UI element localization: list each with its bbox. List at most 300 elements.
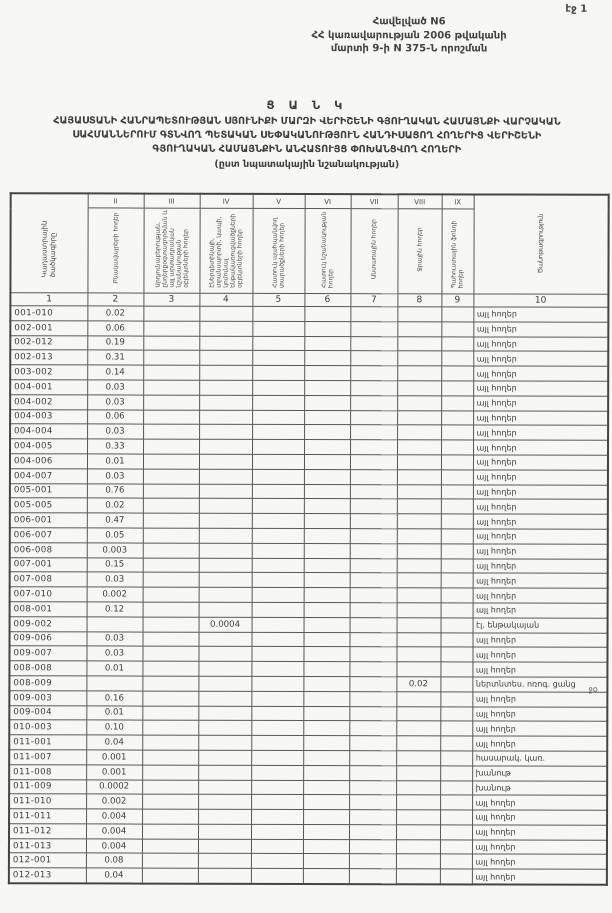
area-value-cell-col9 [440, 869, 472, 884]
area-value-cell-col8 [397, 307, 441, 322]
area-value-cell-col5 [252, 410, 304, 425]
area-value-cell-col4 [198, 795, 251, 810]
header-note-label: Ծանոթագրություն [536, 213, 545, 274]
area-value-cell-col5 [251, 676, 303, 691]
table-row [10, 439, 608, 455]
table-row [9, 661, 607, 677]
cadastral-code-cell: 009-004 [9, 705, 86, 720]
note-cell: այլ հողեր [472, 795, 607, 810]
area-value-cell-col6 [304, 543, 350, 558]
area-value-cell-col8 [397, 603, 441, 618]
area-value-cell-col3 [143, 336, 199, 351]
area-value-cell-col7 [350, 351, 397, 366]
note-cell: այլ հողեր [473, 307, 608, 322]
area-value-cell-col6 [304, 395, 350, 410]
area-value-cell-col8 [396, 765, 440, 780]
cadastral-code-cell: 011-009 [9, 779, 86, 794]
area-value-cell-col3 [143, 602, 199, 617]
area-value-cell-col6 [304, 440, 350, 455]
area-value-cell-col6 [303, 736, 349, 751]
area-value-cell-col9 [440, 751, 472, 766]
area-value-cell-col8 [397, 573, 441, 588]
area-value-cell-col9 [441, 307, 473, 322]
area-value-cell-col4 [198, 780, 251, 795]
table-row [10, 557, 608, 573]
area-value-cell-col4 [199, 499, 252, 514]
cadastral-code-cell: 004-001 [10, 380, 87, 395]
area-value-cell-col6 [304, 514, 350, 529]
area-value-cell-col5 [252, 321, 304, 336]
area-value-cell-col4 [199, 336, 252, 351]
column-number: 1 [10, 293, 87, 306]
area-value-cell-col7 [350, 321, 397, 336]
area-value-cell-col9 [440, 766, 472, 781]
area-value-cell-col2: 0.04 [86, 735, 142, 750]
area-value-cell-col7 [349, 854, 396, 869]
area-value-cell-col6 [304, 306, 350, 321]
area-value-cell-col7 [350, 543, 397, 558]
column-number: 7 [350, 294, 397, 307]
table-row [9, 676, 607, 692]
area-value-cell-col8 [396, 736, 440, 751]
area-value-cell-col7 [349, 647, 396, 662]
cadastral-code-cell: 005-001 [10, 483, 87, 498]
area-value-cell-col3 [142, 868, 198, 883]
area-value-cell-col8 [397, 484, 441, 499]
area-value-cell-col4 [199, 573, 252, 588]
area-value-cell-col8 [397, 529, 441, 544]
cadastral-code-cell: 004-002 [10, 395, 87, 410]
area-value-cell-col9 [441, 425, 473, 440]
area-value-cell-col4 [198, 661, 251, 676]
area-value-cell-col4 [198, 735, 251, 750]
table-row [9, 705, 607, 721]
area-value-cell-col3 [142, 646, 198, 661]
note-cell: այլ հողեր [473, 396, 608, 411]
area-value-cell-col7 [350, 395, 397, 410]
area-value-cell-col3 [142, 661, 198, 676]
table-row [10, 395, 608, 411]
table-row [10, 380, 608, 396]
area-value-cell-col5 [251, 795, 303, 810]
table-row [10, 528, 608, 544]
area-value-cell-col4 [198, 809, 251, 824]
area-value-cell-col9 [440, 825, 472, 840]
area-value-cell-col5 [252, 380, 304, 395]
area-value-cell-col2: 0.19 [87, 336, 143, 351]
cadastral-code-cell: 004-005 [10, 439, 87, 454]
area-value-cell-col5 [251, 839, 303, 854]
area-value-cell-col3 [143, 395, 199, 410]
area-value-cell-col8 [397, 366, 441, 381]
area-value-cell-col6 [303, 647, 349, 662]
area-value-cell-col4 [199, 380, 252, 395]
area-value-cell-col9 [441, 410, 473, 425]
table-row [10, 631, 608, 647]
area-value-cell-col3 [143, 410, 199, 425]
area-value-cell-col5 [252, 543, 304, 558]
area-value-cell-col6 [304, 321, 350, 336]
area-value-cell-col3 [142, 839, 198, 854]
area-value-cell-col7 [349, 691, 396, 706]
area-value-cell-col6 [304, 588, 350, 603]
column-number: 5 [252, 293, 304, 306]
area-value-cell-col8 [397, 396, 441, 411]
area-value-cell-col8 [396, 706, 440, 721]
area-value-cell-col5 [252, 454, 304, 469]
header-cadastral-code [10, 193, 87, 293]
area-value-cell-col8 [397, 440, 441, 455]
area-value-cell-col4 [199, 321, 252, 336]
area-value-cell-col9 [440, 810, 472, 825]
area-value-cell-col8 [397, 543, 441, 558]
header-settlement-lands: Բնակավայրերի հողեր [87, 208, 143, 293]
area-value-cell-col3 [142, 691, 198, 706]
area-value-cell-col6 [304, 454, 350, 469]
area-value-cell-col6 [304, 573, 350, 588]
area-value-cell-col5 [252, 573, 304, 588]
table-row [10, 321, 608, 337]
area-value-cell-col2 [86, 676, 142, 691]
area-value-cell-col7 [349, 751, 396, 766]
note-cell: այլ հողեր [473, 529, 608, 544]
table-row [10, 602, 608, 618]
area-value-cell-col7 [349, 677, 396, 692]
area-value-cell-col4 [199, 484, 252, 499]
area-value-cell-col6 [303, 721, 349, 736]
note-cell: խանութ [472, 780, 607, 795]
area-value-cell-col2: 0.0002 [86, 779, 142, 794]
area-value-cell-col3 [143, 587, 199, 602]
column-number: 6 [304, 293, 350, 306]
area-value-cell-col8 [397, 617, 441, 632]
area-value-cell-col8 [396, 795, 440, 810]
area-value-cell-col6 [304, 351, 350, 366]
area-value-cell-col5 [251, 735, 303, 750]
area-value-cell-col5 [252, 336, 304, 351]
area-value-cell-col7 [350, 366, 397, 381]
area-value-cell-col9 [440, 721, 472, 736]
area-value-cell-col4 [199, 425, 252, 440]
area-value-cell-col9 [440, 736, 472, 751]
area-value-cell-col5 [252, 514, 304, 529]
area-value-cell-col8 [396, 780, 440, 795]
area-value-cell-col6 [303, 824, 349, 839]
area-value-cell-col8 [397, 499, 441, 514]
cadastral-code-cell: 002-013 [10, 350, 87, 365]
area-value-cell-col3 [143, 439, 199, 454]
area-value-cell-col7 [350, 425, 397, 440]
area-value-cell-col2: 0.47 [87, 513, 143, 528]
area-value-cell-col2: 0.003 [87, 543, 143, 558]
area-value-cell-col4 [199, 632, 252, 647]
area-value-cell-col7 [350, 514, 397, 529]
header-industrial-lands: Արդյունաբերության, ընդերքօգտագործման և այլ արտադրական նշանակության օբյեկտների հողեր [143, 208, 199, 293]
area-value-cell-col9 [441, 381, 473, 396]
header-protected-lands: Հատուկ պահպանվող տարածքների հողեր [252, 208, 304, 293]
area-value-cell-col3 [143, 617, 199, 632]
cadastral-code-cell: 011-012 [9, 824, 86, 839]
area-value-cell-col4 [198, 868, 251, 883]
cadastral-code-cell: 011-010 [9, 794, 86, 809]
cadastral-code-cell: 007-001 [10, 557, 87, 572]
area-value-cell-col3 [143, 380, 199, 395]
cadastral-code-cell: 010-003 [9, 720, 86, 735]
area-value-cell-col5 [251, 809, 303, 824]
title-line: ԳՅՈՒՂԱԿԱՆ ՀԱՄԱՅՆՔԻՆ ԱՆՀԱՏՈՒՅՑ ՓՈԽԱՆՑՎՈՂ ՀՈՂԵՐԻ [152, 143, 462, 156]
area-value-cell-col9 [440, 662, 472, 677]
column-number: 8 [397, 294, 441, 307]
area-value-cell-col2: 0.31 [87, 350, 143, 365]
cadastral-code-cell: 012-013 [9, 868, 86, 883]
area-value-cell-col9 [440, 706, 472, 721]
area-value-cell-col7 [350, 573, 397, 588]
title-word: Ց Ա Ն Կ [266, 97, 348, 113]
area-value-cell-col2: 0.33 [87, 439, 143, 454]
table-row [10, 365, 608, 381]
area-value-cell-col2: 0.14 [87, 365, 143, 380]
table-row [9, 868, 607, 885]
area-value-cell-col4 [199, 410, 252, 425]
area-value-cell-col5 [252, 351, 304, 366]
area-value-cell-col2: 0.03 [87, 424, 143, 439]
area-value-cell-col2: 0.03 [86, 646, 142, 661]
area-value-cell-col5 [252, 425, 304, 440]
table-row [9, 809, 607, 825]
area-value-cell-col4 [199, 306, 252, 321]
area-value-cell-col2: 0.04 [86, 868, 142, 883]
cadastral-code-cell: 009-007 [9, 646, 86, 661]
cadastral-code-cell: 003-002 [10, 365, 87, 380]
note-cell: այլ հողեր [472, 647, 607, 662]
header-water-lands: Ջրային հողեր [397, 209, 441, 294]
area-value-cell-col4 [198, 676, 251, 691]
area-value-cell-col5 [252, 469, 304, 484]
area-value-cell-col3 [142, 794, 198, 809]
area-value-cell-col7 [349, 825, 396, 840]
stray-pen-mark: ջօ [588, 684, 598, 694]
area-value-cell-col8 [397, 351, 441, 366]
area-value-cell-col4 [198, 854, 251, 869]
area-value-cell-col7 [349, 810, 396, 825]
note-cell: այլ հողեր [473, 411, 608, 426]
area-value-cell-col7 [349, 721, 396, 736]
area-value-cell-col9 [440, 780, 472, 795]
area-value-cell-col4 [199, 395, 252, 410]
area-value-cell-col3 [143, 424, 199, 439]
area-value-cell-col8 [396, 662, 440, 677]
area-value-cell-col9 [441, 529, 473, 544]
area-value-cell-col9 [441, 336, 473, 351]
area-value-cell-col8 [397, 381, 441, 396]
table-row [9, 794, 607, 810]
area-value-cell-col2: 0.03 [87, 469, 143, 484]
area-value-cell-col5 [251, 647, 303, 662]
title-subtitle: (ըստ նպատակային նշանակության) [214, 158, 400, 171]
note-cell: այլ հողեր [473, 381, 608, 396]
area-value-cell-col7 [350, 558, 397, 573]
area-value-cell-col6 [304, 484, 350, 499]
roman-numeral: IV [200, 194, 253, 209]
area-value-cell-col3 [143, 321, 199, 336]
area-value-cell-col2: 0.02 [87, 306, 143, 321]
area-value-cell-col9 [440, 632, 472, 647]
area-value-cell-col9 [441, 351, 473, 366]
table-row [10, 454, 608, 470]
area-value-cell-col6 [303, 706, 349, 721]
area-value-cell-col6 [304, 558, 350, 573]
area-value-cell-col5 [252, 587, 304, 602]
area-value-cell-col5 [251, 824, 303, 839]
area-value-cell-col7 [349, 869, 396, 884]
area-value-cell-col8 [397, 425, 441, 440]
note-cell: այլ հողեր [473, 499, 608, 514]
area-value-cell-col7 [349, 795, 396, 810]
area-value-cell-col9 [440, 692, 472, 707]
area-value-cell-col7 [350, 455, 397, 470]
area-value-cell-col9 [441, 499, 473, 514]
table-row [10, 483, 608, 499]
area-value-cell-col5 [251, 721, 303, 736]
area-value-cell-col3 [143, 558, 199, 573]
column-number: 4 [199, 293, 252, 306]
area-value-cell-col4 [199, 454, 252, 469]
table-row [10, 498, 608, 514]
area-value-cell-col4 [198, 839, 251, 854]
area-value-cell-col8 [397, 322, 441, 337]
document-title-block [1, 97, 612, 171]
cadastral-code-cell: 009-006 [10, 631, 87, 646]
area-value-cell-col2: 0.01 [86, 705, 142, 720]
appendix-line: ՀՀ կառավարության 2006 թվականի [311, 29, 507, 42]
cadastral-code-cell: 008-001 [10, 602, 87, 617]
note-cell: հասարակ. կառ. [472, 751, 607, 766]
header-cadastral-code-label: Կադաստրային ծածկագիրը [40, 220, 58, 278]
cadastral-code-cell: 008-008 [9, 661, 86, 676]
area-value-cell-col7 [350, 307, 397, 322]
table-row [9, 735, 607, 751]
area-value-cell-col8 [397, 514, 441, 529]
cadastral-code-cell: 006-008 [10, 542, 87, 557]
area-value-cell-col3 [143, 632, 199, 647]
area-value-cell-col8 [396, 825, 440, 840]
area-value-cell-col5 [252, 366, 304, 381]
area-value-cell-col6 [304, 336, 350, 351]
area-value-cell-col6 [304, 499, 350, 514]
area-value-cell-col9 [441, 322, 473, 337]
area-value-cell-col3 [143, 543, 199, 558]
column-number: 10 [473, 294, 608, 307]
area-value-cell-col3 [142, 676, 198, 691]
area-value-cell-col7 [350, 603, 397, 618]
area-value-cell-col2: 0.001 [86, 750, 142, 765]
area-value-cell-col3 [143, 454, 199, 469]
area-value-cell-col3 [143, 350, 199, 365]
area-value-cell-col2: 0.004 [86, 809, 142, 824]
area-value-cell-col6 [303, 750, 349, 765]
area-value-cell-col2: 0.002 [86, 794, 142, 809]
area-value-cell-col8 [397, 470, 441, 485]
area-value-cell-col4 [199, 513, 252, 528]
table-row [10, 572, 608, 588]
header-forest-lands: Անտառային հողեր [350, 209, 397, 294]
appendix-reference [299, 15, 519, 56]
area-value-cell-col2 [87, 617, 143, 632]
area-value-cell-col2: 0.16 [86, 691, 142, 706]
area-value-cell-col7 [349, 706, 396, 721]
table-row [10, 424, 608, 440]
note-cell: այլ հողեր [472, 840, 607, 855]
cadastral-code-cell: 007-008 [10, 572, 87, 587]
table-row [10, 616, 608, 632]
page-number: էջ 1 [565, 3, 588, 15]
note-cell: այլ հողեր [473, 440, 608, 455]
note-cell: այլ հողեր [473, 470, 608, 485]
note-cell: այլ հողեր [473, 484, 608, 499]
area-value-cell-col7 [350, 499, 397, 514]
area-value-cell-col6 [303, 869, 349, 884]
note-cell: այլ հողեր [472, 825, 607, 840]
area-value-cell-col6 [304, 528, 350, 543]
area-value-cell-col9 [441, 544, 473, 559]
area-value-cell-col6 [304, 602, 350, 617]
area-value-cell-col5 [251, 854, 303, 869]
area-value-cell-col8 [396, 647, 440, 662]
area-value-cell-col2: 0.06 [87, 410, 143, 425]
header-note [473, 194, 608, 294]
table-header [10, 193, 608, 307]
area-value-cell-col9 [440, 647, 472, 662]
note-cell: այլ հողեր [473, 558, 608, 573]
area-value-cell-col8 [396, 810, 440, 825]
note-cell: այլ հողեր [472, 632, 607, 647]
roman-numeral: VII [351, 194, 398, 209]
area-value-cell-col9 [441, 588, 473, 603]
area-value-cell-col7 [349, 780, 396, 795]
area-value-cell-col7 [350, 469, 397, 484]
cadastral-code-cell: 007-010 [10, 587, 87, 602]
note-cell: այլ հողեր [472, 869, 607, 885]
area-value-cell-col3 [142, 824, 198, 839]
area-value-cell-col7 [350, 484, 397, 499]
note-cell: այլ հողեր [472, 854, 607, 869]
area-value-cell-col5 [252, 484, 304, 499]
area-value-cell-col7 [350, 381, 397, 396]
area-value-cell-col5 [251, 780, 303, 795]
area-value-cell-col7 [349, 839, 396, 854]
area-value-cell-col6 [304, 617, 350, 632]
area-value-cell-col7 [349, 765, 396, 780]
area-value-cell-col4 [198, 750, 251, 765]
area-value-cell-col5 [252, 528, 304, 543]
cadastral-code-cell: 005-005 [10, 498, 87, 513]
area-value-cell-col3 [143, 365, 199, 380]
cadastral-code-cell: 009-002 [10, 616, 87, 631]
land-list-table [8, 192, 610, 886]
note-cell: այլ հողեր [472, 810, 607, 825]
area-value-cell-col5 [251, 691, 303, 706]
note-cell: ներտնտես. ոռոգ. ցանց [472, 677, 607, 692]
table-row [9, 690, 607, 706]
note-cell: էլ. ենթակայան [473, 618, 608, 633]
area-value-cell-col3 [143, 528, 199, 543]
area-value-cell-col8 [397, 410, 441, 425]
area-value-cell-col3 [142, 809, 198, 824]
area-value-cell-col9 [441, 558, 473, 573]
table-row [9, 764, 607, 780]
cadastral-code-cell: 002-012 [10, 335, 87, 350]
appendix-line: Հավելված N6 [372, 16, 446, 28]
